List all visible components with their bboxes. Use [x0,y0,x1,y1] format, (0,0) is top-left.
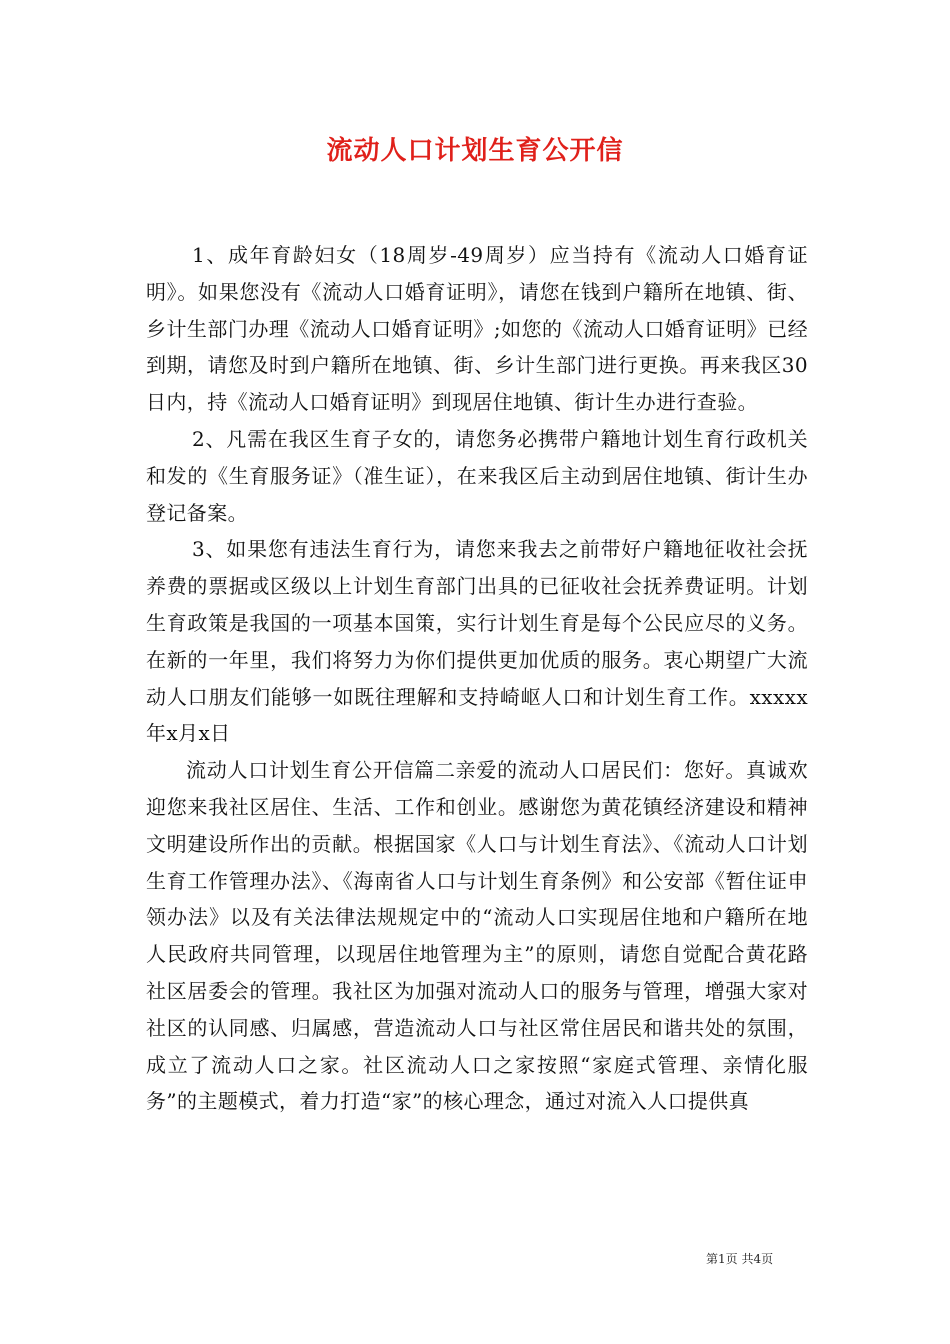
document-title: 流动人口计划生育公开信 [326,136,624,166]
paragraph-4: 流动人口计划生育公开信篇二亲爱的流动人口居民们：您好。真诚欢迎您来我社区居住、生活、工作和创业。感谢您为黄花镇经济建设和精神文明建设所作出的贡献。根据国家《人口与计划生育法》、《流动人口计划生育工作管理办法》、《海南省人口与计划生育条例》和公安部《暂住证申领办法》以及有关法律法规规定中的“流动人口实现居住地和户籍所在地人民政府共同管理，以现居住地管理为主”的原则，请您自觉配合黄花路社区居委会的管理。我社区为加强对流动人口的服务与管理，增强大家对社区的认同感、归属感，营造流动人口与社区常住居民和谐共处的氛围，成立了流动人口之家。社区流动人口之家按照“家庭式管理、亲情化服务”的主题模式，着力打造“家”的核心理念，通过对流入人口提供真 [146,758,808,1114]
paragraph-3: 3、如果您有违法生育行为，请您来我去之前带好户籍地征收社会抚养费的票据或区级以上计划生育部门出具的已征收社会抚养费证明。计划生育政策是我国的一项基本国策，实行计划生育是每个公民应尽的义务。在新的一年里，我们将努力为你们提供更加优质的服务。衷心期望广大流动人口朋友们能够一如既往理解和支持崎岖人口和计划生育工作。xxxxx年x月x日 [146,537,808,746]
paragraph-2: 2、凡需在我区生育子女的，请您务必携带户籍地计划生育行政机关和发的《生育服务证》（准生证），在来我区后主动到居住地镇、街计生办登记备案。 [146,426,808,525]
page-number-footer: 第1页 共4页 [706,1252,774,1266]
paragraph-1: 1、成年育龄妇女（18周岁-49周岁）应当持有《流动人口婚育证明》。如果您没有《流动人口婚育证明》，请您在钱到户籍所在地镇、街、乡计生部门办理《流动人口婚育证明》;如您的《流动人口婚育证明》已经到期，请您及时到户籍所在地镇、街、乡计生部门进行更换。再来我区30日内，持《流动人口婚育证明》到现居住地镇、街计生办进行查验。 [146,243,808,415]
document-body [146,237,808,1120]
